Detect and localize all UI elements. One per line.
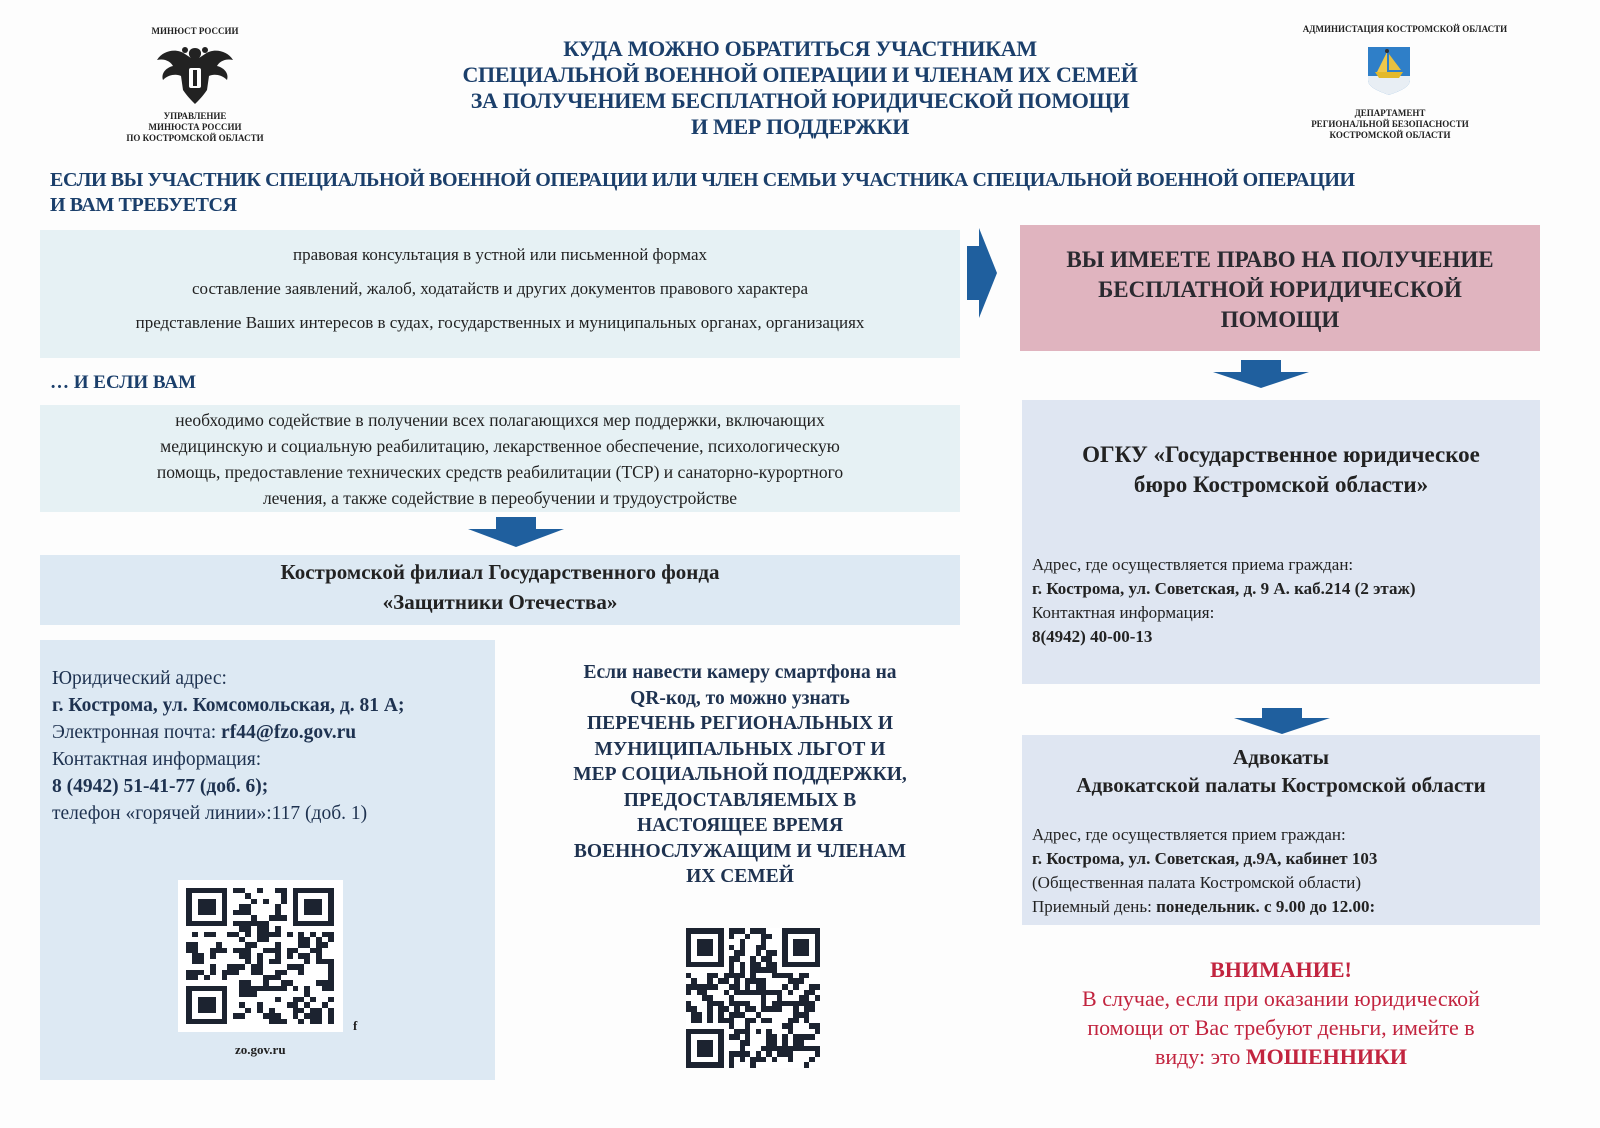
qr-code-foundation[interactable]: [178, 880, 343, 1032]
subheading-line: ЕСЛИ ВЫ УЧАСТНИК СПЕЦИАЛЬНОЙ ВОЕННОЙ ОПЕРАЦИИ ИЛИ ЧЛЕН СЕМЬИ УЧАСТНИКА СПЕЦИАЛЬНОЙ ВОЕННОЙ ОПЕРАЦИИ: [50, 169, 1355, 191]
email-label: Электронная почта:: [52, 722, 222, 743]
section-subheading: [50, 168, 1470, 218]
caption-line: МИНЮСТА РОССИИ: [148, 122, 242, 132]
reception-day-row: [1032, 895, 1377, 919]
kostroma-admin-label: АДМИНИСТАЦИЯ КОСТРОМСКОЙ ОБЛАСТИ: [1302, 24, 1508, 34]
email-link[interactable]: rf44@fzo.gov.ru: [221, 722, 357, 743]
title-line: И МЕР ПОДДЕРЖКИ: [690, 114, 910, 139]
qr-info-line: ВОЕННОСЛУЖАЩИМ И ЧЛЕНАМ: [573, 840, 907, 862]
caption-line: ДЕПАРТАМЕНТ: [1354, 108, 1426, 118]
qr-code-benefits[interactable]: [686, 928, 820, 1068]
qr-module: [328, 1019, 334, 1024]
advocates-title-line: Адвокатской палаты Костромской области: [1076, 773, 1486, 797]
arrow-down-icon: [1213, 360, 1309, 393]
right-to-free-legal-aid-banner: [1020, 225, 1540, 351]
caption-line: УПРАВЛЕНИЕ: [163, 111, 227, 121]
qr-info-line: ИХ СЕМЕЙ: [686, 866, 794, 887]
qr-info-line: МЕР СОЦИАЛЬНОЙ ПОДДЕРЖКИ,: [573, 764, 907, 785]
advocates-title-line: Адвокаты: [1233, 745, 1329, 769]
minjust-label: МИНЮСТ РОССИИ: [151, 26, 239, 36]
warning-line: [1022, 1042, 1540, 1071]
contact-label: Контактная информация:: [52, 749, 262, 770]
eagle-emblem-icon: [155, 40, 235, 111]
need-item: правовая консультация в устной или письменной формах: [293, 245, 707, 264]
address: г. Кострома, ул. Советская, д. 9 А. каб.214 (2 этаж): [1032, 579, 1416, 598]
caption-line: КОСТРОМСКОЙ ОБЛАСТИ: [1329, 130, 1451, 140]
arrow-down-icon: [468, 517, 564, 552]
qr-info-line: Если навести камеру смартфона на: [583, 662, 897, 683]
banner-line: БЕСПЛАТНОЙ ЮРИДИЧЕСКОЙ: [1098, 277, 1462, 302]
title-line: СПЕЦИАЛЬНОЙ ВОЕННОЙ ОПЕРАЦИИ И ЧЛЕНАМ ИХ СЕМЕЙ: [462, 62, 1138, 87]
page-title: [430, 36, 1170, 140]
email-row: [52, 719, 404, 746]
caption-line: РЕГИОНАЛЬНОЙ БЕЗОПАСНОСТИ: [1311, 119, 1469, 129]
qr-code-icon: [686, 928, 820, 1068]
foundation-title-line: «Защитники Отечества»: [382, 590, 618, 614]
warning-line: помощи от Вас требуют деньги, имейте в: [1087, 1015, 1475, 1040]
qr-module: [815, 1062, 820, 1068]
and-if-heading: … И ЕСЛИ ВАМ: [50, 372, 197, 393]
need-item: представление Ваших интересов в судах, государственных и муниципальных органах, организациях: [135, 313, 865, 332]
caption-line: ПО КОСТРОМСКОЙ ОБЛАСТИ: [126, 133, 264, 143]
title-line: ЗА ПОЛУЧЕНИЕМ БЕСПЛАТНОЙ ЮРИДИЧЕСКОЙ ПОМОЩИ: [470, 88, 1130, 113]
qr-info-line: НАСТОЯЩЕЕ ВРЕМЯ: [636, 815, 844, 836]
foundation-contacts-box: [40, 640, 495, 1080]
advocates-box: [1022, 735, 1540, 925]
legal-needs-box: [40, 230, 960, 358]
reception-day-label: Приемный день:: [1032, 897, 1157, 916]
support-measures-box: [40, 405, 960, 512]
warning-heading: ВНИМАНИЕ!: [1210, 957, 1352, 982]
phone-number: 8 (4942) 51-41-77 (доб. 6);: [52, 776, 269, 797]
reception-time: . с 9.00 до 12.00:: [1255, 897, 1376, 916]
qr-code-icon: [186, 888, 334, 1024]
ogku-title-line: ОГКУ «Государственное юридическое: [1082, 442, 1480, 467]
title-line: КУДА МОЖНО ОБРАТИТЬСЯ УЧАСТНИКАМ: [563, 36, 1037, 61]
place: (Общественная палата Костромской области): [1032, 873, 1362, 892]
qr-caption: zo.gov.ru: [235, 1042, 286, 1057]
left-org-caption: [110, 111, 280, 144]
right-org-caption: [1300, 108, 1480, 141]
banner-line: ВЫ ИМЕЕТЕ ПРАВО НА ПОЛУЧЕНИЕ: [1066, 247, 1494, 272]
support-line: помощь, предоставление технических средств реабилитации (ТСР) и санаторно-курортного: [156, 462, 844, 482]
qr-side-letter: f: [353, 1018, 358, 1033]
arrow-right-icon: [965, 228, 999, 323]
contact-label: Контактная информация:: [1032, 603, 1215, 622]
support-line: медицинскую и социальную реабилитацию, лекарственное обеспечение, психологическую: [160, 436, 840, 456]
address-label: Адрес, где осуществляется приема граждан:: [1032, 555, 1354, 574]
fraud-warning: [1022, 955, 1540, 1071]
warning-line: В случае, если при оказании юридической: [1082, 986, 1480, 1011]
foundation-title-line: Костромской филиал Государственного фонда: [280, 560, 720, 584]
address: г. Кострома, ул. Советская, д.9А, кабинет 103: [1032, 849, 1378, 868]
legal-address-label: Юридический адрес:: [52, 668, 227, 689]
coat-of-arms-icon: [1367, 46, 1411, 101]
phone-number: 8(4942) 40-00-13: [1032, 627, 1153, 646]
foundation-title-box: [40, 555, 960, 625]
need-item: составление заявлений, жалоб, ходатайств и других документов правового характера: [191, 279, 809, 298]
warning-text: виду: это: [1154, 1044, 1246, 1069]
hotline-number: телефон «горячей линии»:117 (доб. 1): [52, 803, 368, 824]
legal-address: г. Кострома, ул. Комсомольская, д. 81 А;: [52, 695, 405, 716]
qr-info-line: QR-код, то можно узнать: [630, 687, 850, 709]
address-label: Адрес, где осуществляется прием граждан:: [1032, 825, 1346, 844]
qr-info-text: [540, 660, 940, 890]
qr-info-line: ПРЕДОСТАВЛЯЕМЫХ В: [623, 789, 857, 811]
banner-line: ПОМОЩИ: [1220, 307, 1340, 332]
ogku-title-line: бюро Костромской области»: [1133, 472, 1429, 497]
reception-day: понедельник: [1156, 897, 1256, 916]
qr-info-line: ПЕРЕЧЕНЬ РЕГИОНАЛЬНЫХ И: [586, 713, 894, 734]
support-line: лечения, а также содействие в переобучении и трудоустройстве: [262, 488, 738, 508]
warning-emphasis: МОШЕННИКИ: [1245, 1044, 1408, 1069]
subheading-line: И ВАМ ТРЕБУЕТСЯ: [50, 194, 237, 216]
qr-info-line: МУНИЦИПАЛЬНЫХ ЛЬГОТ И: [594, 738, 886, 760]
ogku-legal-bureau-box: [1022, 400, 1540, 684]
support-line: необходимо содействие в получении всех полагающихся мер поддержки, включающих: [175, 410, 825, 430]
